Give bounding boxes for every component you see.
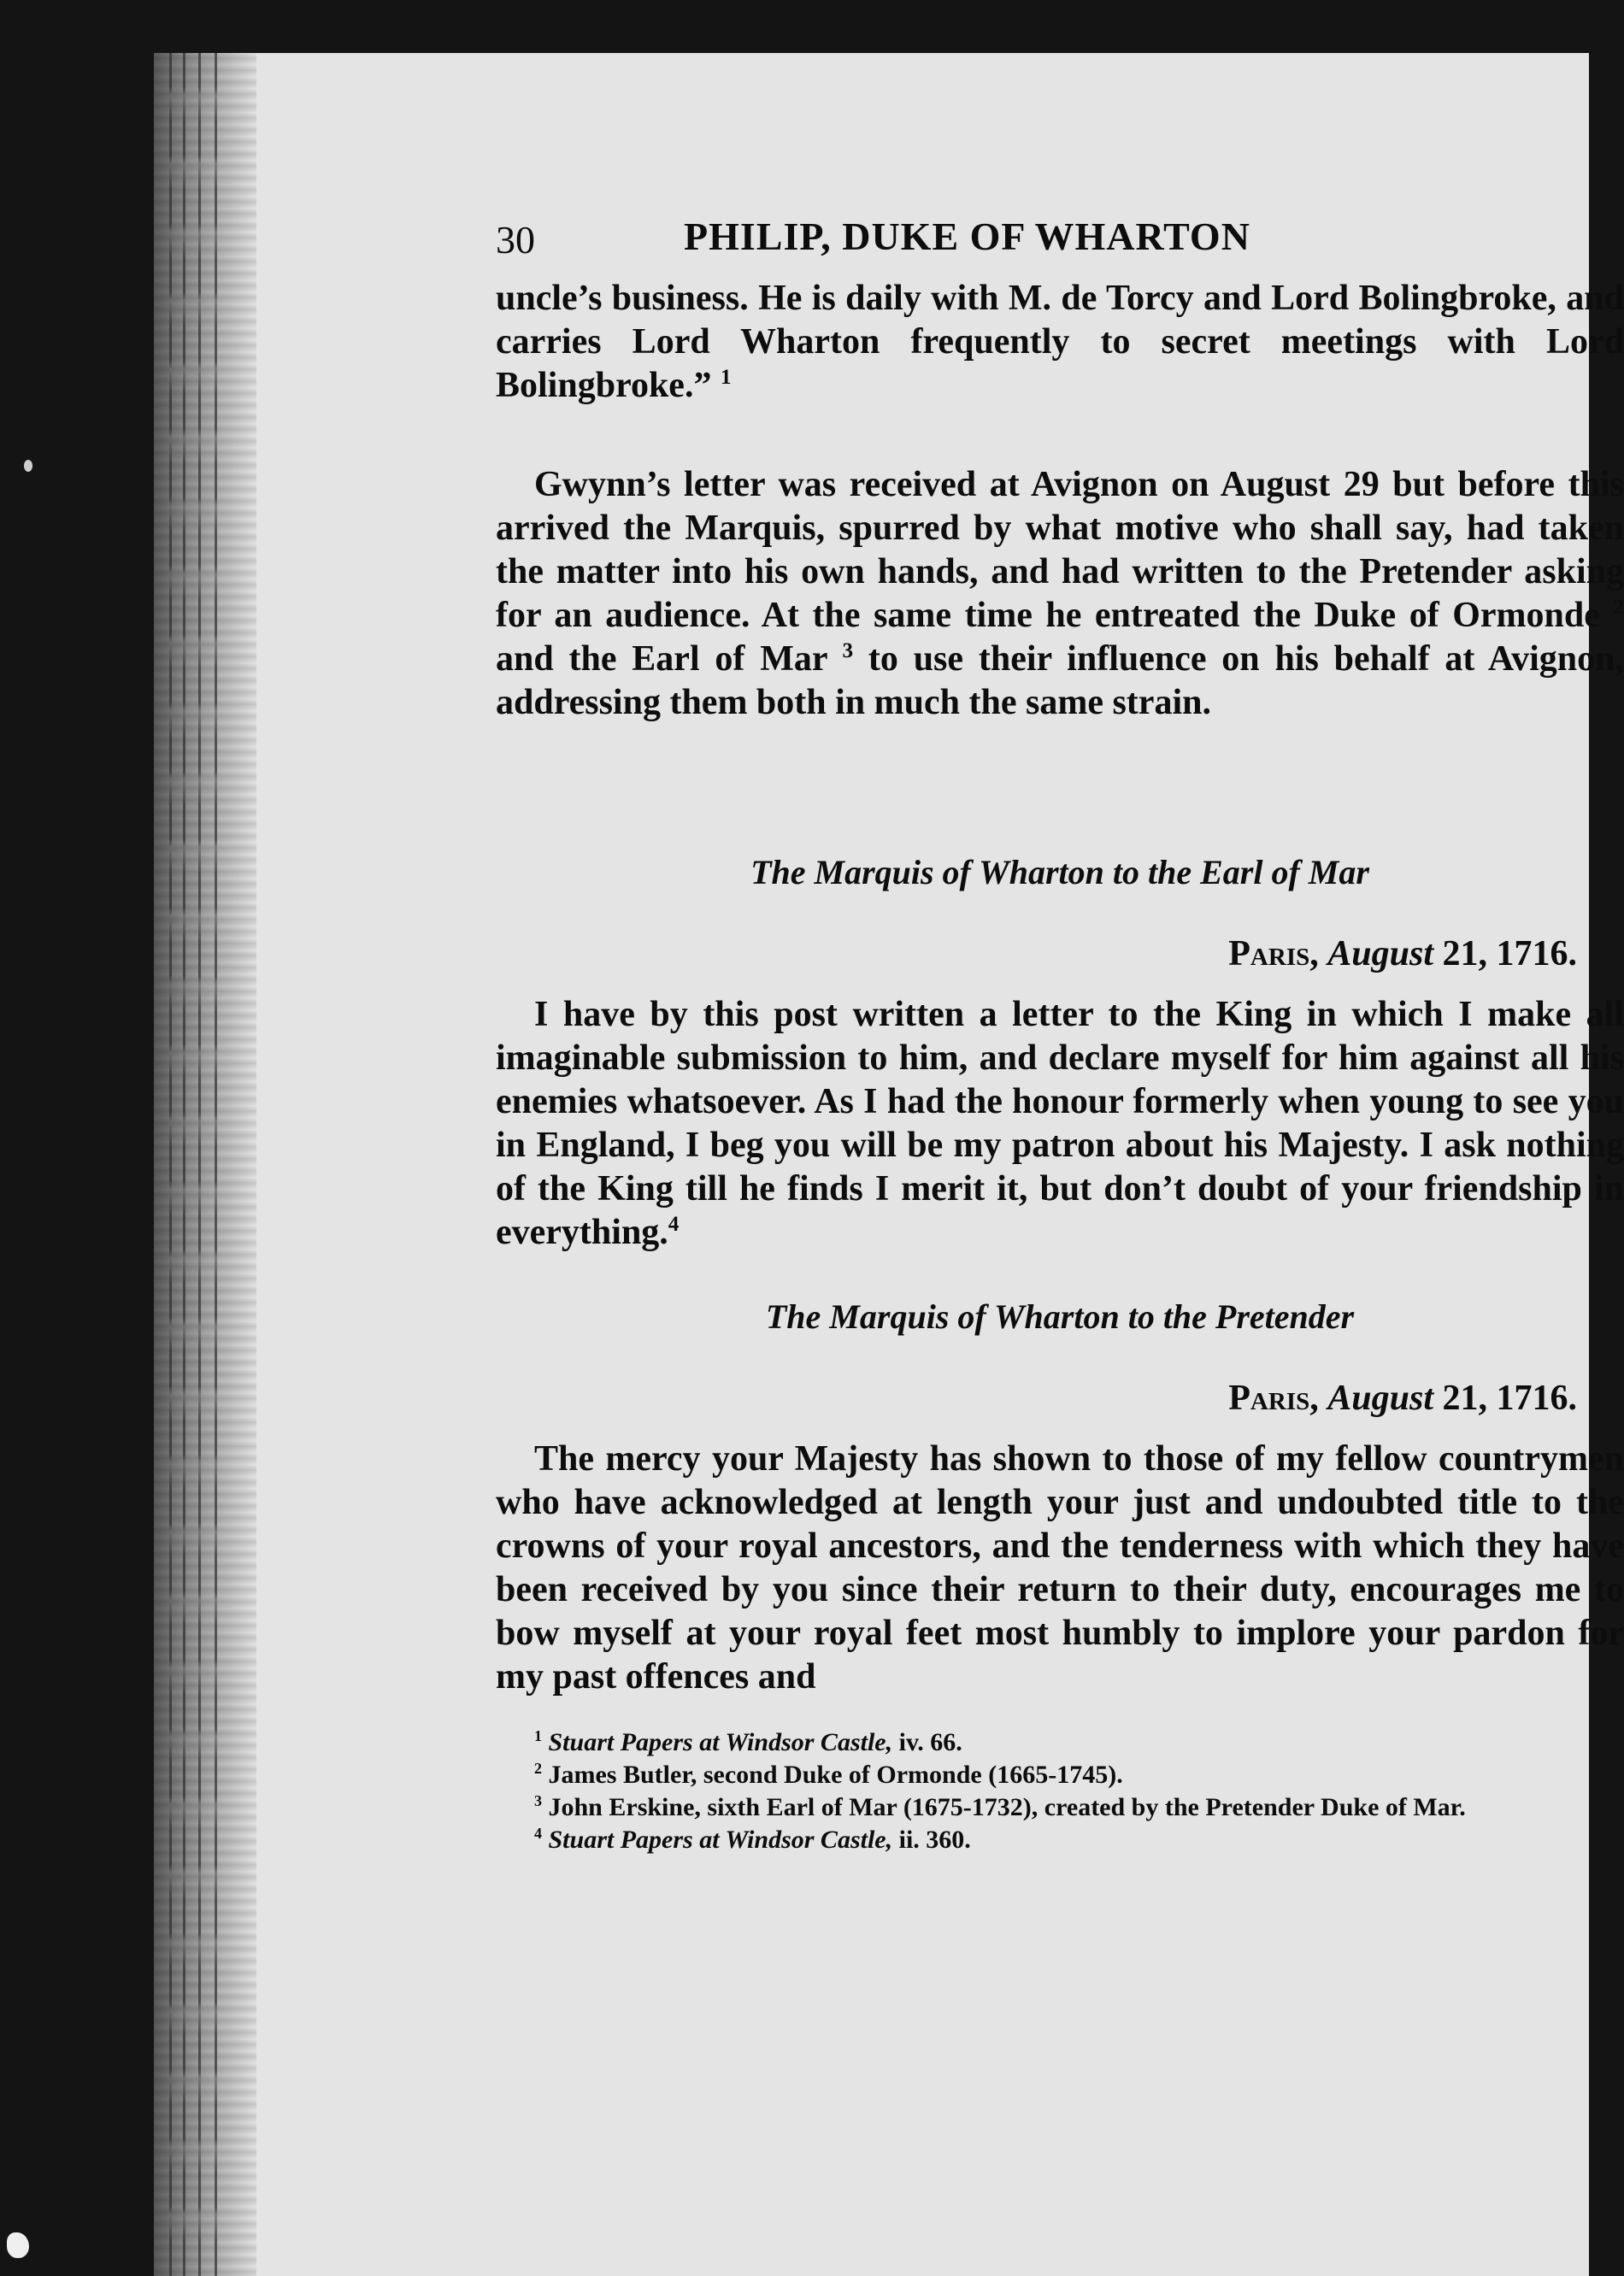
footnote-text: James Butler, second Duke of Ormonde (1665-1745).: [548, 1761, 1123, 1789]
letter-heading: The Marquis of Wharton to the Earl of Mar: [750, 853, 1369, 891]
dateline-place: Paris,: [1228, 1379, 1319, 1418]
letter-dateline: [496, 1378, 1577, 1419]
footnote: [496, 1759, 1624, 1791]
letter-body: [496, 993, 1624, 1255]
scan-speck: [7, 2232, 29, 2258]
paragraph-text: uncle’s business. He is daily with M. de Torcy and Lord Bolingbroke, and carries Lord Wharton frequently to secret meetings with Lord Bolingbroke.”: [496, 279, 1624, 405]
footnote-ref: 1: [720, 366, 732, 389]
footnote: [496, 1726, 1624, 1759]
paragraph-text: Gwynn’s letter was received at Avignon on August 29 but before this arrived the Marquis, spurred by what motive who shall say, had taken the matter into his own hands, and had written to the Pretender asking for an audience. At the same time he entreated the Duke of Ormonde: [496, 465, 1624, 635]
footnote-text: ii. 360.: [892, 1826, 971, 1854]
page-gutter-shadow: [154, 53, 256, 2276]
footnote-ref: 3: [842, 639, 854, 662]
paragraph-narrative: [496, 463, 1624, 725]
gutter-streak: [183, 53, 185, 2276]
footnote-mark: 3: [534, 1792, 542, 1809]
paragraph-text: and the Earl of Mar: [496, 639, 843, 679]
scan-speck: [24, 460, 32, 472]
footnote-text: John Erskine, sixth Earl of Mar (1675-1732), created by the Pretender Duke of Mar.: [548, 1793, 1466, 1821]
dateline-date: 21, 1716.: [1442, 1379, 1577, 1418]
gutter-streak: [215, 53, 217, 2276]
running-head: [496, 198, 1624, 275]
gutter-streak: [198, 53, 201, 2276]
paragraph-text: to use their influence on his behalf at Avignon, addressing them both in much the same strain.: [496, 639, 1624, 722]
book-title: PHILIP, DUKE OF WHARTON: [684, 215, 1250, 258]
letter-text: I have by this post written a letter to the King in which I make all imaginable submission to him, and declare myself for him against all his enemies whatsoever. As I had the honour formerly when young to see you in England, I beg you will be my patron about his Majesty. I ask nothing of the King till he finds I merit it, but don’t doubt of your friendship in everything.: [496, 995, 1624, 1252]
letter-text: The mercy your Majesty has shown to those of my fellow countrymen who have acknowledged at length your just and undoubted title to the crowns of your royal ancestors, and the tenderness with which they have been received by you since their return to their duty, encourages me to bow myself at your royal feet most humbly to implore your pardon for my past offences and: [496, 1439, 1624, 1697]
footnote: [496, 1824, 1624, 1856]
footnote-source: Stuart Papers at Windsor Castle,: [548, 1826, 893, 1854]
footnote-ref: 2: [1613, 596, 1624, 619]
scanned-page: [154, 53, 1624, 2276]
letter-heading: The Marquis of Wharton to the Pretender: [765, 1297, 1355, 1336]
footnotes: [496, 1726, 1624, 1856]
dateline-place: Paris,: [1228, 934, 1319, 973]
dateline-month: August: [1327, 934, 1433, 973]
gutter-streak: [169, 53, 172, 2276]
page-number: 30: [496, 218, 535, 262]
dateline-month: August: [1327, 1379, 1433, 1418]
footnote-text: iv. 66.: [892, 1728, 962, 1756]
footnote-mark: 4: [534, 1825, 542, 1842]
footnote-mark: 2: [534, 1760, 542, 1777]
footnote-ref: 4: [668, 1213, 680, 1236]
paragraph-continuation: [496, 277, 1624, 408]
letter-body: [496, 1438, 1624, 1699]
dateline-date: 21, 1716.: [1442, 934, 1577, 973]
footnote: [496, 1791, 1624, 1824]
footnote-mark: 1: [534, 1727, 542, 1744]
letter-dateline: [496, 933, 1577, 974]
footnote-source: Stuart Papers at Windsor Castle,: [548, 1728, 893, 1756]
